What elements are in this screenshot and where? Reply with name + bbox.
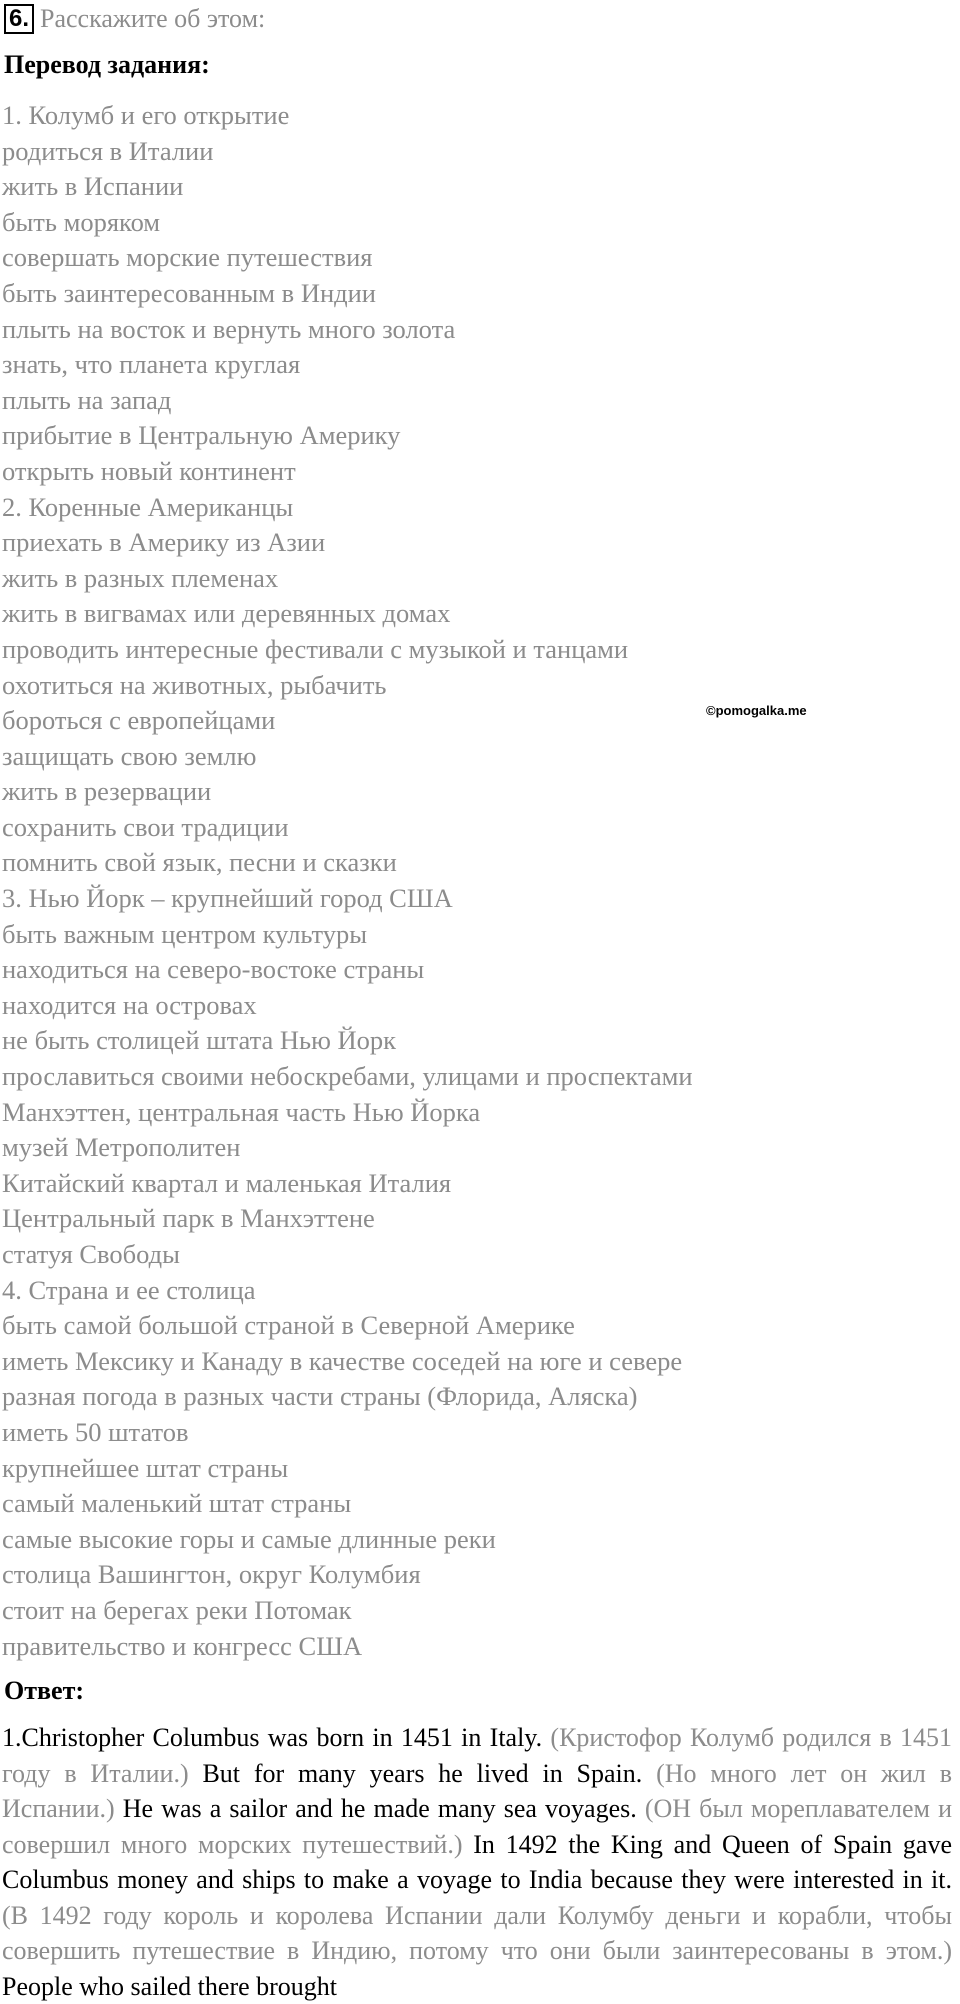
list-item: плыть на восток и вернуть много золота xyxy=(2,313,456,344)
list-item: знать, что планета круглая xyxy=(2,349,301,380)
answer-title: Ответ: xyxy=(4,1676,85,1705)
task-number-badge: 6. xyxy=(4,4,34,34)
list-item: столица Вашингтон, округ Колумбия xyxy=(2,1559,421,1590)
list-item: приехать в Америку из Азии xyxy=(2,527,326,558)
list-item: жить в разных племенах xyxy=(2,562,279,593)
task-items-list xyxy=(2,98,693,1664)
list-item: быть самой большой страной в Северной Америке xyxy=(2,1310,575,1341)
list-item: охотиться на животных, рыбачить xyxy=(2,669,387,700)
answer-paragraph xyxy=(2,1720,952,2004)
list-item: проводить интересные фестивали с музыкой и танцами xyxy=(2,633,629,664)
task-instruction: Расскажите об этом: xyxy=(40,4,266,33)
list-item: сохранить свои традиции xyxy=(2,811,289,842)
answer-english-sentence: But for many years he lived in Spain. xyxy=(202,1758,643,1788)
list-item: помнить свой язык, песни и сказки xyxy=(2,847,397,878)
list-item: не быть столицей штата Нью Йорк xyxy=(2,1025,397,1056)
list-item: 3. Нью Йорк – крупнейший город США xyxy=(2,883,453,914)
list-item: Манхэттен, центральная часть Нью Йорка xyxy=(2,1096,481,1127)
watermark: ©pomogalka.me xyxy=(706,703,807,718)
answer-english-sentence: People who sailed there brought xyxy=(2,1971,338,2001)
list-item: 2. Коренные Американцы xyxy=(2,491,294,522)
list-item: 1. Колумб и его открытие xyxy=(2,100,290,130)
list-item: родиться в Италии xyxy=(2,135,214,166)
answer-russian-translation: (Но много лет он жил в Испании.) xyxy=(2,1758,953,1823)
list-item: быть важным центром культуры xyxy=(2,918,368,949)
list-item: жить в резервации xyxy=(2,776,212,807)
list-item: совершать морские путешествия xyxy=(2,242,373,273)
list-item: Центральный парк в Манхэттене xyxy=(2,1203,375,1234)
answer-english-sentence: He was a sailor and he made many sea voyages. xyxy=(122,1794,637,1823)
list-item: плыть на запад xyxy=(2,384,172,415)
list-item: быть моряком xyxy=(2,206,161,237)
list-item: самый маленький штат страны xyxy=(2,1488,352,1519)
list-item: самые высокие горы и самые длинные реки xyxy=(2,1523,496,1554)
list-item: бороться с европейцами xyxy=(2,705,276,736)
list-item: находится на островах xyxy=(2,989,257,1020)
answer-russian-translation: (Кристофор Колумб родился в 1451 году в Италии.) xyxy=(2,1723,953,1788)
list-item: жить в вигвамах или деревянных домах xyxy=(2,598,451,629)
answer-russian-translation: (ОН был мореплавателем и совершил много морских путешествий.) xyxy=(2,1794,953,1859)
list-item: крупнейшее штат страны xyxy=(2,1452,289,1483)
list-item: защищать свою землю xyxy=(2,740,257,771)
list-item: стоит на берегах реки Потомак xyxy=(2,1594,352,1625)
list-item: статуя Свободы xyxy=(2,1239,180,1269)
list-item: правительство и конгресс США xyxy=(2,1630,363,1661)
list-item: прославиться своими небоскребами, улицами и проспектами xyxy=(2,1061,693,1092)
translation-title: Перевод задания: xyxy=(4,50,210,79)
list-item: иметь 50 штатов xyxy=(2,1416,189,1447)
answer-english-sentence: In 1492 the King and Queen of Spain gave Columbus money and ships to make a voyage to India because they were interested in it. xyxy=(2,1829,953,1894)
list-item: разная погода в разных части страны (Флорида, Аляска) xyxy=(2,1381,638,1412)
list-item: Китайский квартал и маленькая Италия xyxy=(2,1167,452,1198)
list-item: 4. Страна и ее столица xyxy=(2,1274,256,1305)
task-header xyxy=(4,4,265,34)
list-item: музей Метрополитен xyxy=(2,1132,241,1163)
answer-english-sentence: 1.Christopher Columbus was born in 1451 in Italy. xyxy=(2,1723,543,1752)
list-item: открыть новый континент xyxy=(2,455,296,486)
list-item: прибытие в Центральную Америку xyxy=(2,420,401,451)
list-item: иметь Мексику и Канаду в качестве соседей на юге и севере xyxy=(2,1345,683,1376)
answer-russian-translation: (В 1492 году король и королева Испании дали Колумбу деньги и корабли, чтобы совершить путешествие в Индию, потому что они были заинтересованы в этом.) xyxy=(2,1900,952,1965)
list-item: жить в Испании xyxy=(2,171,184,202)
list-item: находиться на северо-востоке страны xyxy=(2,954,425,985)
list-item: быть заинтересованным в Индии xyxy=(2,277,376,308)
